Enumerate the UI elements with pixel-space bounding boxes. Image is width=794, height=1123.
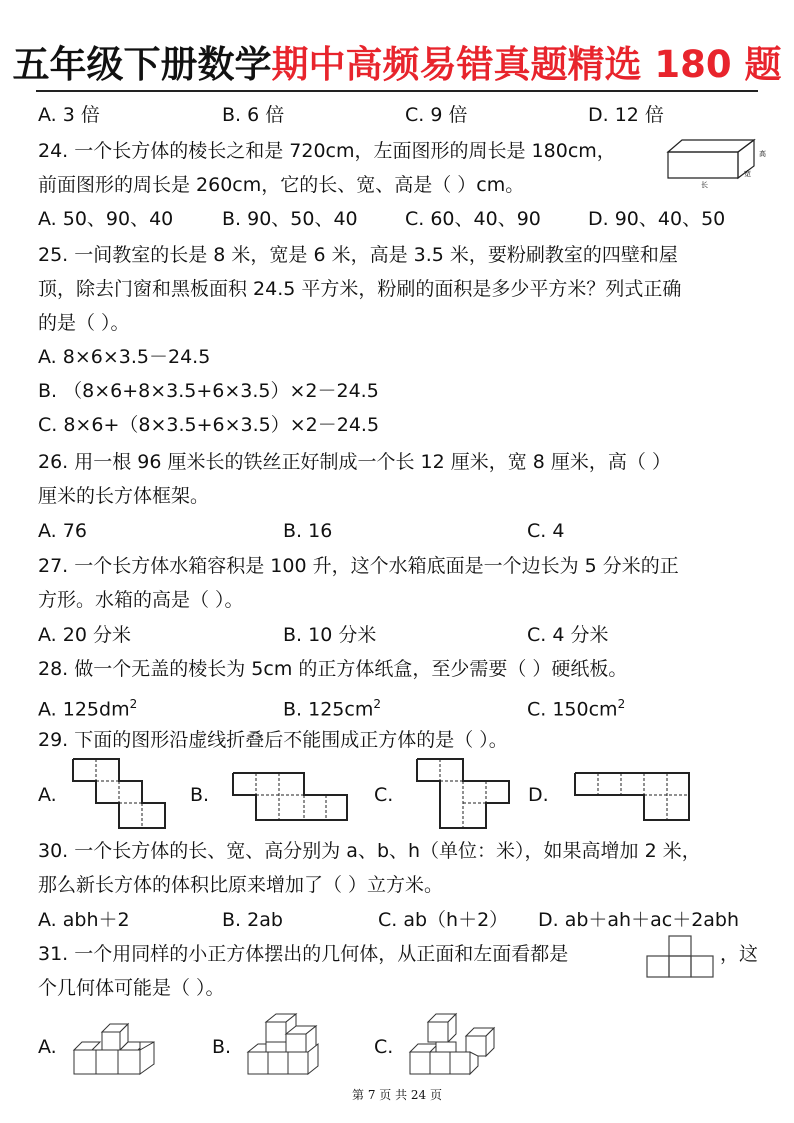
q30-option-a: A. abh＋2	[38, 909, 130, 931]
q31-solid-c	[408, 1010, 500, 1078]
q24-line-2: 前面图形的周长是 260cm，它的长、宽、高是（ ）cm。	[38, 174, 525, 196]
q29-line-1: 29. 下面的图形沿虚线折叠后不能围成正方体的是（ ）。	[38, 729, 508, 751]
title-black: 五年级下册数学	[12, 43, 272, 86]
q25-line-1: 25. 一间教室的长是 8 米，宽是 6 米，高是 3.5 米，要粉刷教室的四壁和屋	[38, 244, 678, 266]
q31-line-1b: ，这	[720, 943, 759, 965]
q30-line-2: 那么新长方体的体积比原来增加了（ ）立方米。	[38, 874, 444, 896]
q28-option-a-text: A. 125dm	[38, 698, 130, 721]
q27-option-c: C. 4 分米	[527, 624, 609, 646]
q28-line-1: 28. 做一个无盖的棱长为 5cm 的正方体纸盒，至少需要（ ）硬纸板。	[38, 658, 628, 680]
q29-option-c: C.	[374, 784, 394, 806]
q23-option-b: B. 6 倍	[222, 104, 285, 126]
q30-option-b: B. 2ab	[222, 909, 283, 931]
cuboid-width-label: 宽	[744, 170, 751, 178]
q28-option-a	[38, 691, 137, 722]
q27-line-1: 27. 一个长方体水箱容积是 100 升，这个水箱底面是一个边长为 5 分米的正	[38, 555, 679, 577]
q29-option-b: B.	[190, 784, 210, 806]
cuboid-figure	[660, 132, 770, 188]
q24-option-b: B. 90、50、40	[222, 208, 358, 230]
q29-net-a	[70, 756, 170, 832]
q25-line-3: 的是（ ）。	[38, 312, 130, 334]
q29-net-d	[572, 770, 694, 824]
q28-option-b-text: B. 125cm	[283, 698, 374, 721]
q25-option-b: B. （8×6+8×3.5+6×3.5）×2－24.5	[38, 380, 379, 402]
q31-option-b: B.	[212, 1036, 232, 1058]
q28-option-b	[283, 691, 381, 722]
q26-line-1: 26. 用一根 96 厘米长的铁丝正好制成一个长 12 厘米，宽 8 厘米，高（ ）	[38, 451, 671, 473]
q26-option-b: B. 16	[283, 520, 333, 542]
q31-option-a: A.	[38, 1036, 57, 1058]
q24-option-d: D. 90、40、50	[588, 208, 726, 230]
page-footer: 第 7 页 共 24 页	[352, 1088, 442, 1102]
cuboid-length-label: 长	[701, 181, 708, 188]
q31-solid-b	[246, 1008, 336, 1078]
q26-option-a: A. 76	[38, 520, 87, 542]
q28-option-c	[527, 691, 625, 722]
q30-line-1: 30. 一个长方体的长、宽、高分别为 a、b、h（单位：米），如果高增加 2 米，	[38, 840, 701, 862]
q27-line-2: 方形。水箱的高是（ ）。	[38, 589, 244, 611]
q23-option-d: D. 12 倍	[588, 104, 664, 126]
q30-option-d: D. ab＋ah＋ac＋2abh	[538, 909, 740, 931]
q28-option-c-sup: 2	[617, 697, 626, 711]
q25-option-a: A. 8×6×3.5－24.5	[38, 346, 211, 368]
q29-option-d: D.	[528, 784, 549, 806]
q30-option-c: C. ab（h＋2）	[378, 909, 509, 931]
title-red: 期中高频易错真题精选 180 题	[271, 43, 782, 86]
q23-option-c: C. 9 倍	[405, 104, 468, 126]
q26-option-c: C. 4	[527, 520, 565, 542]
q29-net-b	[230, 770, 352, 824]
q29-net-c	[414, 756, 514, 832]
q28-option-b-sup: 2	[373, 697, 381, 711]
q25-option-c: C. 8×6+（8×3.5+6×3.5）×2－24.5	[38, 414, 380, 436]
q31-view-figure	[646, 934, 718, 980]
q27-option-a: A. 20 分米	[38, 624, 131, 646]
page-title	[0, 34, 794, 88]
q31-option-c: C.	[374, 1036, 394, 1058]
q29-option-a: A.	[38, 784, 57, 806]
q31-line-2: 个几何体可能是（ ）。	[38, 977, 225, 999]
q31-line-1a: 31. 一个用同样的小正方体摆出的几何体，从正面和左面看都是	[38, 943, 569, 965]
q24-option-a: A. 50、90、40	[38, 208, 174, 230]
q23-option-a: A. 3 倍	[38, 104, 100, 126]
q24-option-c: C. 60、40、90	[405, 208, 541, 230]
title-divider	[36, 90, 758, 92]
q28-option-c-text: C. 150cm	[527, 698, 618, 721]
q28-option-a-sup: 2	[129, 697, 138, 711]
q24-line-1: 24. 一个长方体的棱长之和是 720cm，左面图形的周长是 180cm，	[38, 140, 616, 162]
q27-option-b: B. 10 分米	[283, 624, 377, 646]
q31-solid-a	[72, 1012, 162, 1078]
cuboid-height-label: 高	[759, 150, 766, 158]
q25-line-2: 顶，除去门窗和黑板面积 24.5 平方米，粉刷的面积是多少平方米？列式正确	[38, 278, 682, 300]
q26-line-2: 厘米的长方体框架。	[38, 485, 210, 507]
